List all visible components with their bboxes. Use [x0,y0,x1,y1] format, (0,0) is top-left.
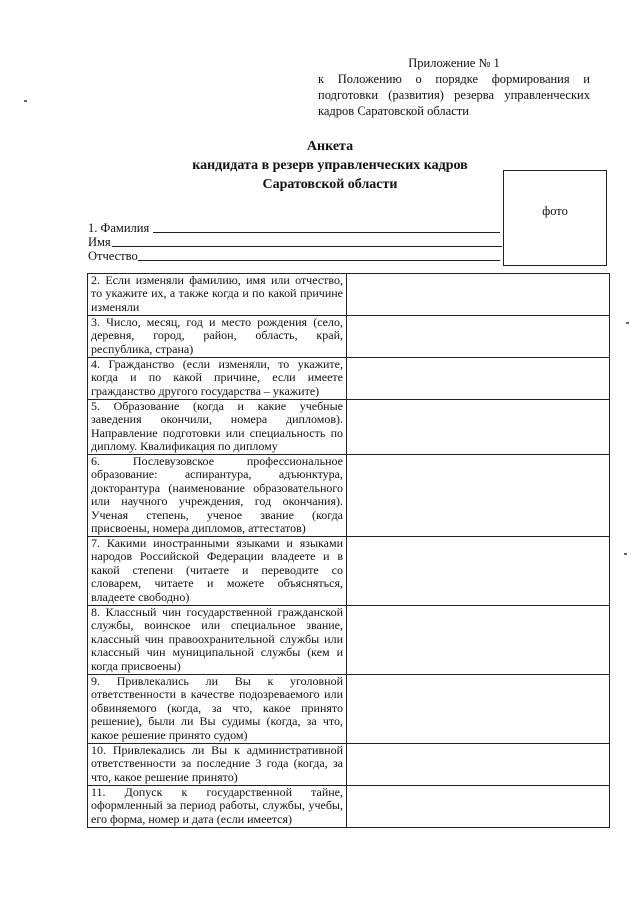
question-cell: 3. Число, месяц, год и место рождения (село, деревня, город, район, область, край, республика, страна) [88,316,347,358]
surname-label: 1. Фамилия [88,221,150,235]
form-title-line-2: кандидата в резерв управленческих кадров [192,158,468,173]
answer-cell[interactable] [347,744,610,786]
answer-cell[interactable] [347,537,610,606]
question-cell: 8. Классный чин государственной гражданской службы, воинское или специальное звание, классный чин правоохранительной службы или классный чин муниципальной службы (кем и когда присвоены) [88,606,347,675]
table-row [88,400,610,455]
question-cell: 6. Послевузовское профессиональное образование: аспирантура, адъюнктура, докторантура (наименование образовательного или научного учреждения, год окончания). Ученая степень, ученое звание (когда присвоены, номера дипломов, аттестатов) [88,455,347,537]
question-cell: 10. Привлекались ли Вы к административной ответственности за последние 3 года (когда, за что, какое решение принято) [88,744,347,786]
first-name-label: Имя [88,235,111,249]
form-title [150,137,510,194]
table-row [88,274,610,316]
first-name-input-line[interactable] [112,246,502,247]
answer-cell[interactable] [347,358,610,400]
appendix-title: Приложение № 1 [408,56,500,70]
appendix-header [318,55,590,119]
photo-label: фото [542,204,568,218]
table-row [88,606,610,675]
table-row [88,455,610,537]
question-cell: 2. Если изменяли фамилию, имя или отчество, то укажите их, а также когда и по какой причине изменяли [88,274,347,316]
scan-speck [624,553,627,555]
question-cell: 9. Привлекались ли Вы к уголовной ответственности в качестве подозреваемого или обвиняемого (когда, за что, какое принято решение), были ли Вы судимы (когда, за что, какое решение принято судом) [88,675,347,744]
form-title-line-3: Саратовской области [262,177,398,192]
table-row [88,358,610,400]
questionnaire-table [87,273,610,828]
scan-speck [626,322,629,324]
table-row [88,316,610,358]
table-row [88,786,610,828]
surname-input-line[interactable] [153,232,500,233]
appendix-body: к Положению о порядке формирования и подготовки (развития) резерва управленческих кадров Саратовской области [318,72,590,118]
scan-speck [24,100,27,102]
answer-cell[interactable] [347,786,610,828]
question-cell: 7. Какими иностранными языками и языками народов Российской Федерации владеете и в какой степени (читаете и переводите со словарем, читаете и можете объясняться, владеете свободно) [88,537,347,606]
photo-box [503,170,607,266]
answer-cell[interactable] [347,675,610,744]
answer-cell[interactable] [347,400,610,455]
question-cell: 4. Гражданство (если изменяли, то укажите, когда и по какой причине, если имеете гражданство другого государства – укажите) [88,358,347,400]
answer-cell[interactable] [347,316,610,358]
answer-cell[interactable] [347,274,610,316]
answer-cell[interactable] [347,606,610,675]
table-row [88,744,610,786]
form-title-line-1: Анкета [306,139,354,154]
question-cell: 11. Допуск к государственной тайне, оформленный за период работы, службы, учебы, его форма, номер и дата (если имеется) [88,786,347,828]
table-row [88,537,610,606]
patronymic-input-line[interactable] [138,260,500,261]
patronymic-label: Отчество [88,249,138,263]
question-cell: 5. Образование (когда и какие учебные заведения окончили, номера дипломов). Направление подготовки или специальность по диплому. Квалификация по диплому [88,400,347,455]
table-row [88,675,610,744]
answer-cell[interactable] [347,455,610,537]
